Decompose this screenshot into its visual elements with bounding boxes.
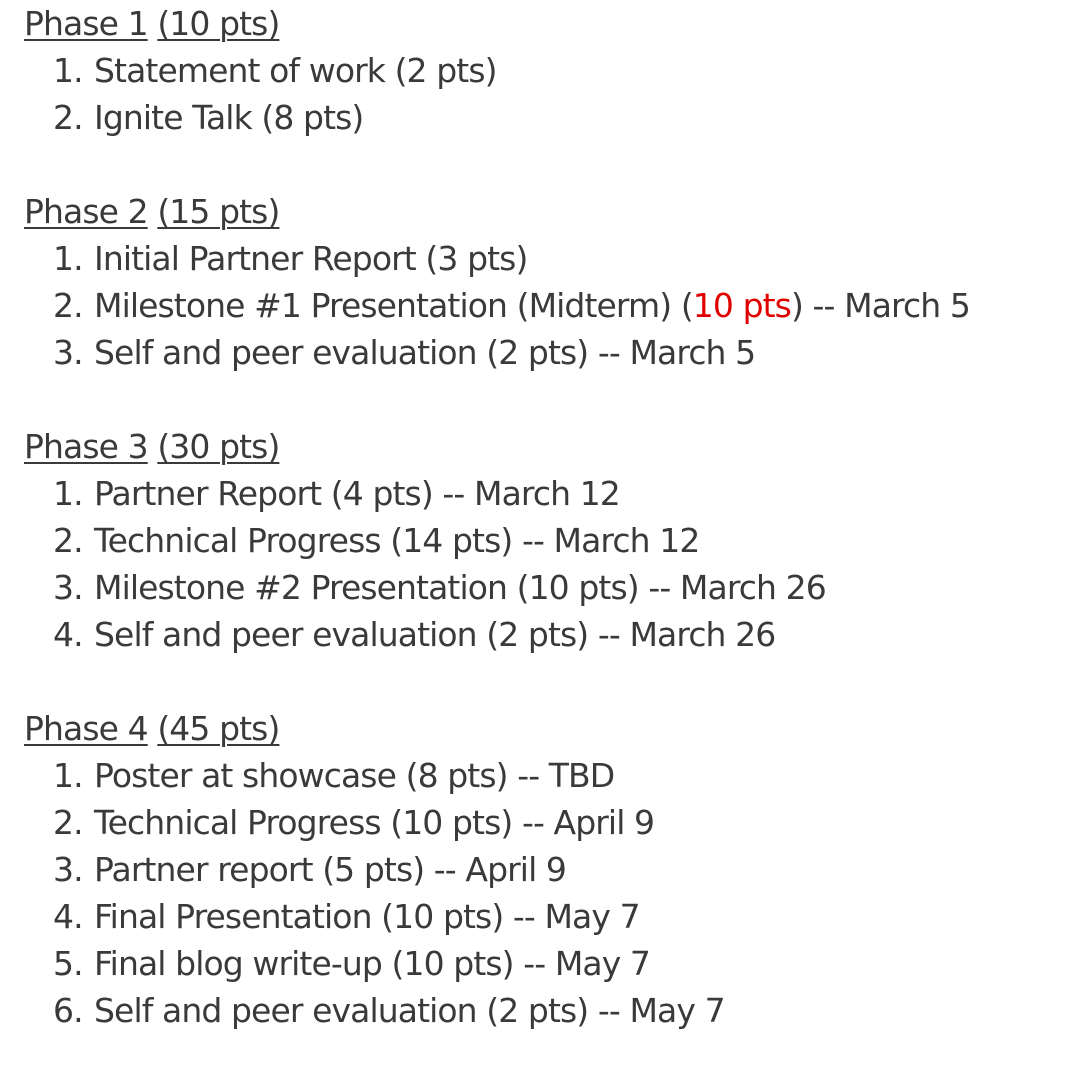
phase-heading [24,705,1074,752]
item-text: Self and peer evaluation (2 pts) -- March 26 [94,615,776,654]
list-item [24,893,1074,940]
phase-3-section [24,423,1074,658]
item-number: 1. [53,756,83,795]
item-text: Poster at showcase (8 pts) -- TBD [94,756,615,795]
phase-name: Phase 2 [24,192,148,231]
item-text: Final blog write-up (10 pts) -- May 7 [94,944,651,983]
list-item [24,470,1074,517]
section-gap [24,376,1074,423]
phase-item-list [24,752,1074,1034]
list-item [24,329,1074,376]
item-text-after: ) -- March 5 [790,286,970,325]
list-item [24,846,1074,893]
item-text: Initial Partner Report (3 pts) [94,239,528,278]
section-gap [24,141,1074,188]
phase-heading [24,423,1074,470]
phase-points: (45 pts) [157,709,280,748]
item-number: 3. [53,333,83,372]
item-text: Self and peer evaluation (2 pts) -- May 7 [94,991,725,1030]
list-item [24,517,1074,564]
list-item [24,799,1074,846]
item-text: Partner Report (4 pts) -- March 12 [94,474,620,513]
item-text: Technical Progress (14 pts) -- March 12 [94,521,700,560]
item-number: 4. [53,897,83,936]
list-item [24,987,1074,1034]
list-item [24,94,1074,141]
phase-4-section [24,705,1074,1034]
list-item [24,752,1074,799]
item-text: Statement of work (2 pts) [94,51,497,90]
item-number: 2. [53,803,83,842]
item-number: 5. [53,944,83,983]
phase-2-section [24,188,1074,376]
item-text: Self and peer evaluation (2 pts) -- March 5 [94,333,756,372]
item-number: 6. [53,991,83,1030]
grading-breakdown-document [24,0,1074,1034]
phase-item-list [24,470,1074,658]
phase-points: (10 pts) [157,4,280,43]
list-item [24,611,1074,658]
highlighted-points: 10 pts [692,286,791,325]
phase-item-list [24,235,1074,376]
item-text: Technical Progress (10 pts) -- April 9 [94,803,655,842]
item-number: 2. [53,521,83,560]
phase-item-list [24,47,1074,141]
phase-heading [24,0,1074,47]
list-item [24,47,1074,94]
item-number: 2. [53,98,83,137]
item-text: Ignite Talk (8 pts) [94,98,364,137]
item-text: Partner report (5 pts) -- April 9 [94,850,567,889]
list-item [24,282,1074,329]
item-text-before: Milestone #1 Presentation (Midterm) ( [94,286,693,325]
phase-name: Phase 3 [24,427,148,466]
item-number: 3. [53,850,83,889]
phase-points: (30 pts) [157,427,280,466]
item-number: 1. [53,474,83,513]
phase-points: (15 pts) [157,192,280,231]
list-item [24,235,1074,282]
item-number: 1. [53,51,83,90]
list-item [24,564,1074,611]
item-text: Final Presentation (10 pts) -- May 7 [94,897,640,936]
item-number: 3. [53,568,83,607]
phase-name: Phase 1 [24,4,148,43]
phase-name: Phase 4 [24,709,148,748]
item-number: 1. [53,239,83,278]
section-gap [24,658,1074,705]
list-item [24,940,1074,987]
phase-heading [24,188,1074,235]
item-text: Milestone #2 Presentation (10 pts) -- March 26 [94,568,826,607]
item-number: 2. [53,286,83,325]
phase-1-section [24,0,1074,141]
item-number: 4. [53,615,83,654]
